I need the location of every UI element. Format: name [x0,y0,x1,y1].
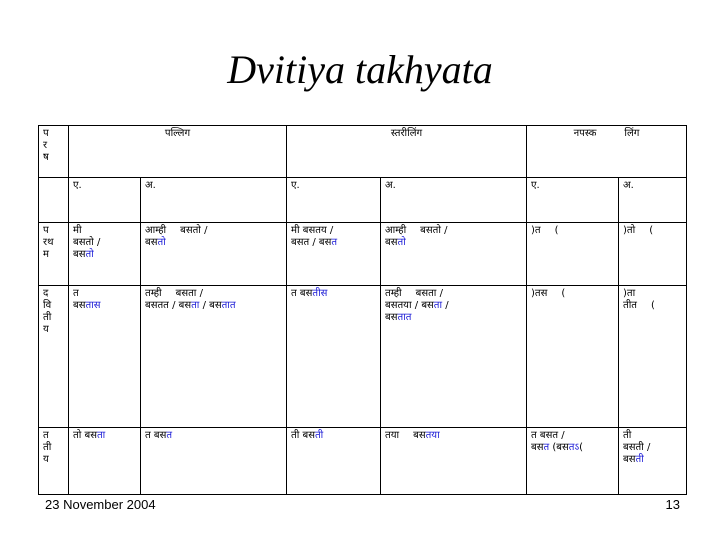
form-text: बस [299,288,313,299]
form-suffix: ता [191,300,200,311]
third-m-sg [69,428,141,495]
label-char: वि [43,300,52,311]
form-text: / बस [414,300,434,311]
second-f-pl [381,286,527,428]
second-f-sg [287,286,381,428]
form-text: बस [385,237,398,248]
first-m-sg [69,223,141,286]
num-cell: ए. [69,178,141,223]
label-char: द [43,288,49,299]
form-sep: / [199,288,203,299]
label-char: य [43,454,49,465]
person-header-char: ष [43,152,49,163]
label-char: ती [43,312,52,323]
label-char: रथ [43,237,54,248]
form-text: आम्ही [145,225,167,236]
form-text: तया [385,430,400,441]
form-suffix: त [166,430,173,441]
form-text: ( [649,225,654,236]
form-text: बसतो [180,225,201,236]
form-text: बसतो [420,225,441,236]
form-suffix: ती [635,454,644,465]
form-text: त बसत [531,430,559,441]
second-m-sg [69,286,141,428]
form-sep: / [96,237,101,248]
form-text: तो [73,430,82,441]
form-suffix: तीस [312,288,328,299]
num-cell: अ. [381,178,527,223]
form-text: बस [145,237,158,248]
conjugation-table [38,125,687,495]
form-text: / बस [312,237,332,248]
form-text: )तस [531,288,548,299]
form-text: आम्ही [385,225,407,236]
form-text: (बस [549,442,569,453]
slide-title: Dvitiya takhyata [227,47,493,92]
feminine-header-text: स्तरीलिंग [390,128,423,139]
form-suffix: तया [425,430,440,441]
page-number: 13 [665,497,680,512]
num-cell: ए. [527,178,619,223]
form-text: बस [531,442,544,453]
neuter-header [527,126,687,178]
form-text: त [145,430,151,441]
second-person-row [39,286,687,428]
form-text: बस [153,430,167,441]
form-sep: / [204,225,208,236]
form-text: बसता [415,288,437,299]
masculine-header-text: पल्लिग [164,128,191,139]
form-text: बसतत [145,300,169,311]
form-suffix: तास [85,300,101,311]
third-m-pl [141,428,287,495]
person-header-char: र [43,140,48,151]
num-cell: अ. [141,178,287,223]
form-text: मी [73,225,82,236]
form-text: ती [291,430,300,441]
form-sep: / [445,300,449,311]
form-text: बस [385,312,398,323]
neuter-header-text-b: लिंग [624,128,640,139]
feminine-header [287,126,527,178]
third-n-pl [619,428,687,495]
third-f-pl [381,428,527,495]
label-char: य [43,324,49,335]
number-row [39,178,687,223]
form-text: बसतया [385,300,412,311]
form-suffix: तो [85,249,94,260]
person-header [39,126,69,178]
form-sep: / [439,288,443,299]
third-person-label [39,428,69,495]
form-text: त [73,288,79,299]
form-text: बस [413,430,426,441]
form-text: बस [73,249,86,260]
masculine-header [69,126,287,178]
empty-cell [39,178,69,223]
form-text: बसती [623,442,644,453]
form-text: ( [554,225,559,236]
form-sep: / [329,225,334,236]
footer-date: 23 November 2004 [45,497,156,512]
form-sep: / [444,225,448,236]
label-char: म [43,249,49,260]
first-person-label [39,223,69,286]
form-suffix: ता [433,300,443,311]
second-n-sg [527,286,619,428]
form-suffix: तऽ [568,442,580,453]
form-text: / बस [202,300,222,311]
form-sep: / [646,442,651,453]
third-n-sg [527,428,619,495]
label-char: त [43,430,49,441]
form-text: ( [579,442,584,453]
num-cell: ए. [287,178,381,223]
form-suffix: ती [314,430,324,441]
label-char: ती [43,442,52,453]
form-text: )ता [623,288,636,299]
form-sep: / [561,430,565,441]
form-text: तम्ही [145,288,162,299]
form-suffix: तो [157,237,166,248]
second-m-pl [141,286,287,428]
form-text: )त [531,225,541,236]
form-text: मी बसतय [291,225,327,236]
first-f-sg [287,223,381,286]
form-text: तम्ही [385,288,402,299]
first-m-pl [141,223,287,286]
form-text: )तो [623,225,636,236]
table-header-row [39,126,687,178]
neuter-header-text-a: नपस्क [573,128,597,139]
first-n-pl [619,223,687,286]
third-f-sg [287,428,381,495]
form-text: बस [73,300,86,311]
second-n-pl [619,286,687,428]
form-suffix: तात [397,312,412,323]
form-text: बस [302,430,315,441]
first-f-pl [381,223,527,286]
label-char: प [43,225,49,236]
first-n-sg [527,223,619,286]
form-text: त [291,288,297,299]
form-text: बस [623,454,636,465]
form-text: बसता [175,288,197,299]
form-text: बसतो [73,237,94,248]
person-header-char: प [43,128,49,139]
form-suffix: त [543,442,550,453]
first-person-row [39,223,687,286]
form-suffix: त [331,237,338,248]
form-suffix: तो [397,237,406,248]
form-text: बसत [291,237,310,248]
second-person-label [39,286,69,428]
form-suffix: ता [96,430,106,441]
form-text: तीत [623,300,638,311]
third-person-row [39,428,687,495]
form-text: ( [561,288,566,299]
form-text: बस [84,430,97,441]
form-text: / बस [172,300,192,311]
form-text: ती [623,430,632,441]
num-cell: अ. [619,178,687,223]
form-suffix: तात [221,300,236,311]
form-text: ( [651,300,655,311]
